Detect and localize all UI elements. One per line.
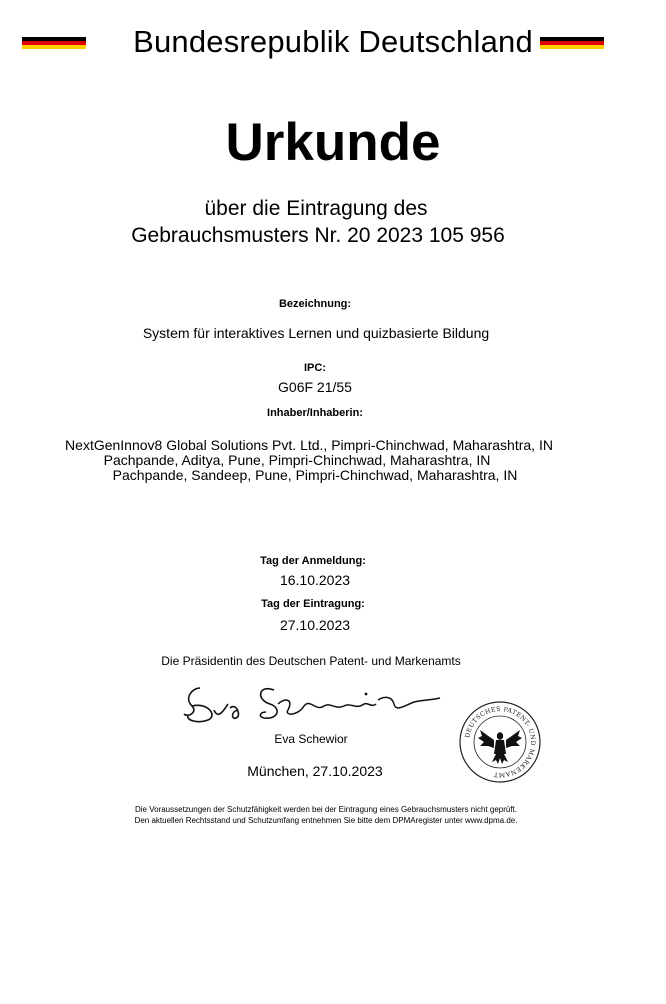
signature: [178, 676, 448, 728]
place-date: München, 27.10.2023: [247, 763, 383, 779]
holder-line: NextGenInnov8 Global Solutions Pvt. Ltd., Pimpri-Chinchwad, Maharashtra, IN: [65, 437, 553, 453]
ipc-label: IPC:: [304, 362, 326, 374]
signatory-name: Eva Schewior: [274, 732, 348, 746]
filing-date-value: 16.10.2023: [279, 572, 351, 588]
holder-line: Pachpande, Aditya, Pune, Pimpri-Chinchwad, Maharashtra, IN: [103, 452, 491, 468]
holders-label: Inhaber/Inhaberin:: [267, 407, 363, 419]
registration-date-value: 27.10.2023: [279, 617, 351, 633]
ipc-value: G06F 21/55: [278, 379, 352, 395]
certificate-subtitle-line2: Gebrauchsmusters Nr. 20 2023 105 956: [131, 224, 505, 247]
footer-line-2: Den aktuellen Rechtsstand und Schutzumfang entnehmen Sie bitte dem DPMAregister unter www.dpma.de.: [134, 816, 518, 825]
president-statement: Die Präsidentin des Deutschen Patent- und Markenamts: [161, 654, 461, 668]
footer-line-1: Die Voraussetzungen der Schutzfähigkeit werden bei der Eintragung eines Gebrauchsmusters nicht geprüft.: [135, 805, 517, 814]
country-title: Bundesrepublik Deutschland: [133, 24, 533, 59]
svg-text:DEUTSCHES PATENT- UND MARKENAM: DEUTSCHES PATENT- UND MARKENAMT: [464, 705, 537, 779]
footer-note: [0, 804, 652, 826]
certificate-title: Urkunde: [225, 113, 441, 172]
dpma-seal-icon: [458, 700, 542, 784]
certificate-subtitle-line1: über die Eintragung des: [204, 197, 428, 220]
designation-value: System für interaktives Lernen und quizbasierte Bildung: [142, 325, 490, 341]
holders-list: [0, 438, 666, 483]
holder-line: Pachpande, Sandeep, Pune, Pimpri-Chinchwad, Maharashtra, IN: [112, 467, 518, 483]
filing-date-label: Tag der Anmeldung:: [260, 555, 366, 567]
registration-date-label: Tag der Eintragung:: [261, 598, 365, 610]
designation-label: Bezeichnung:: [278, 298, 352, 310]
